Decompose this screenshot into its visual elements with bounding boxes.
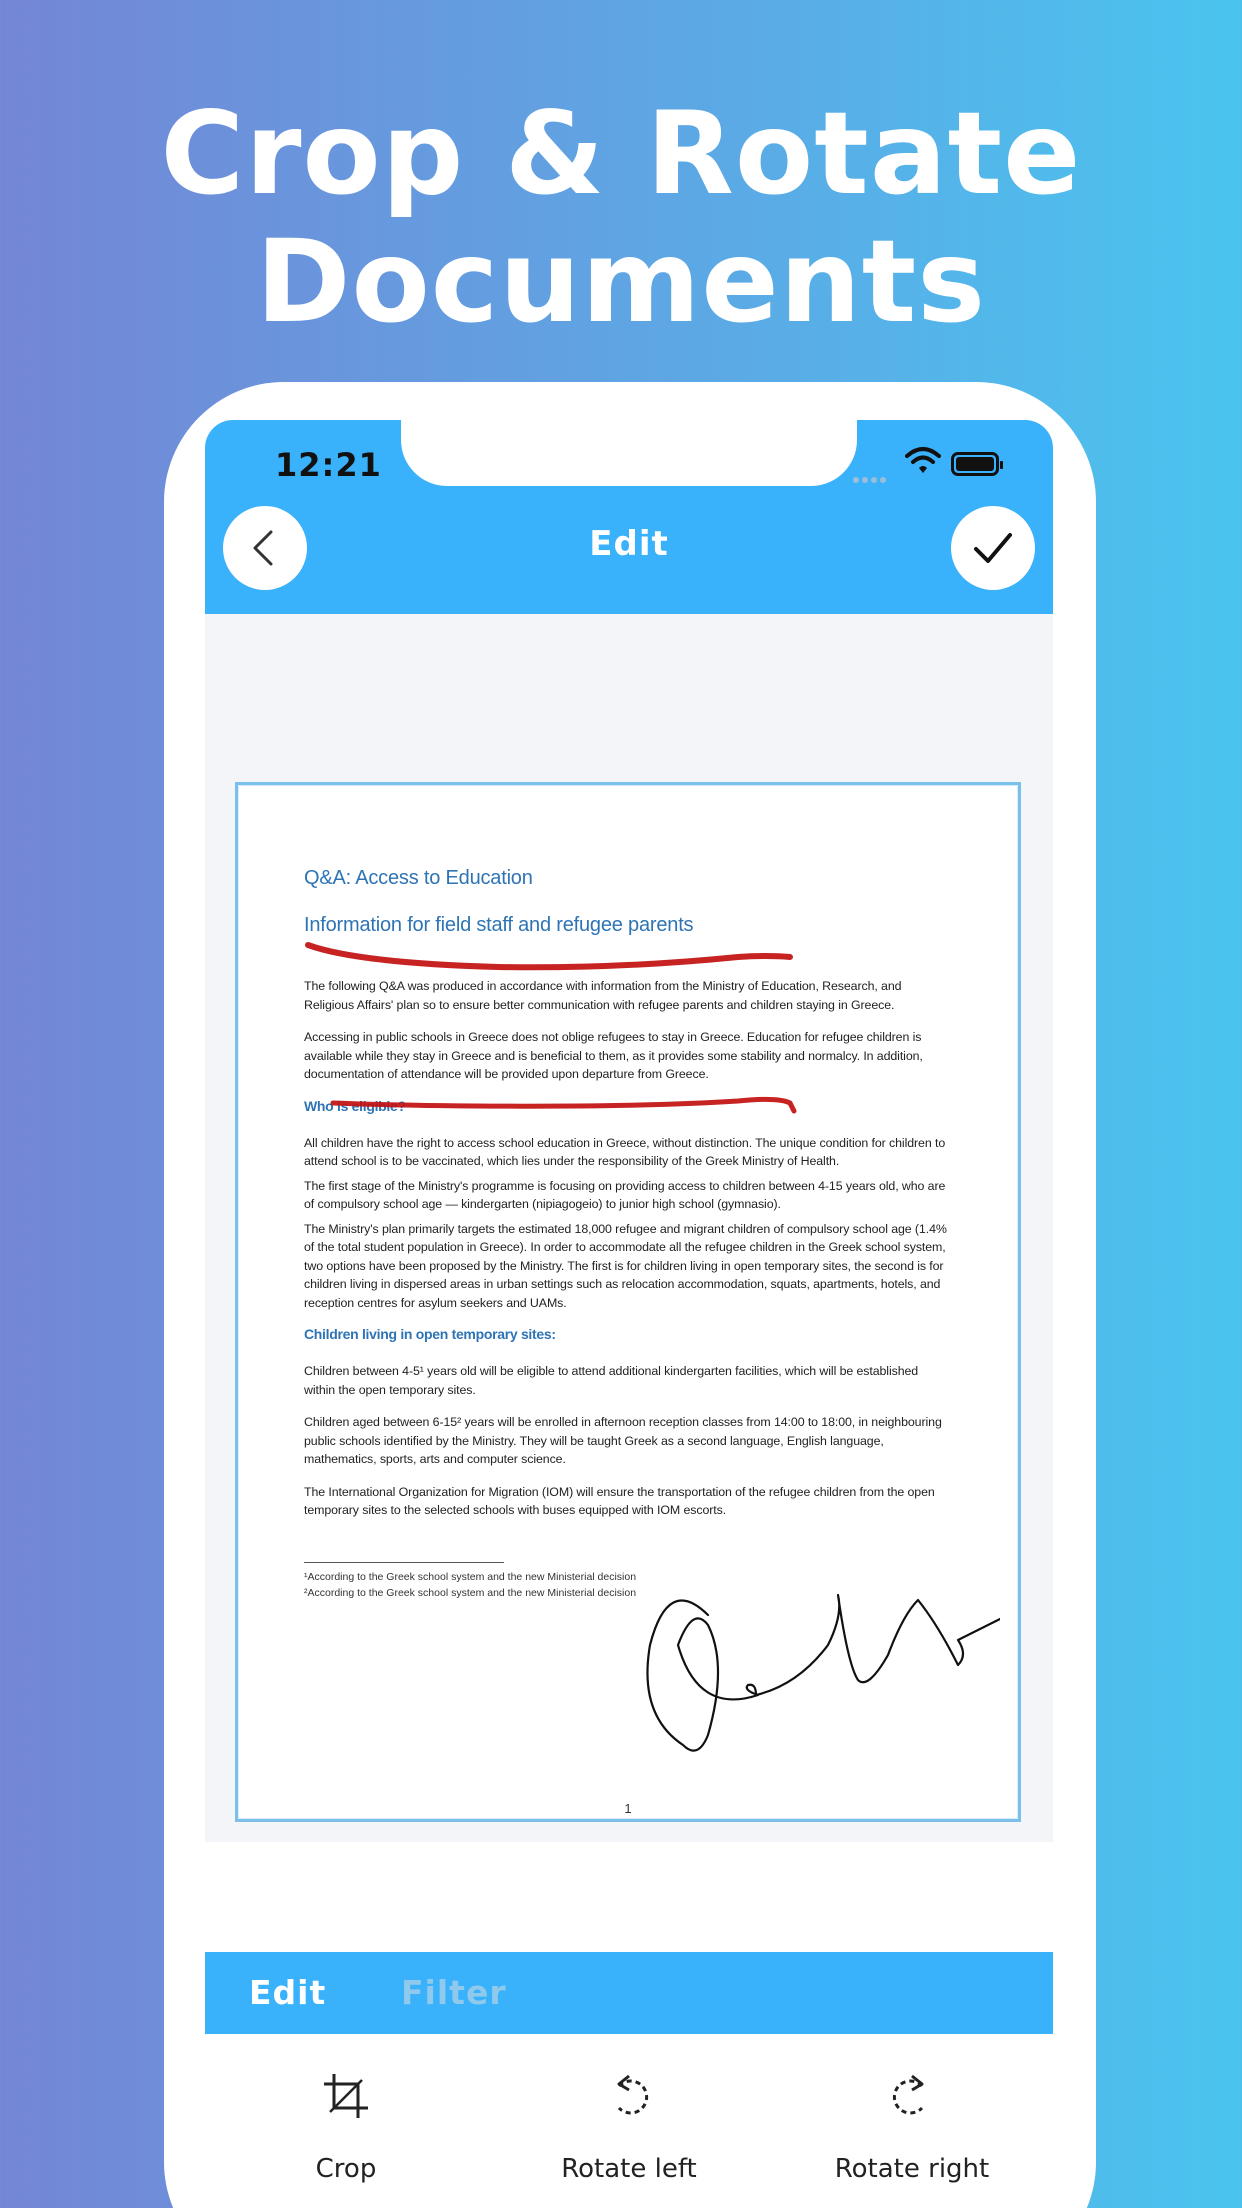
- doc-page-number: 1: [624, 1801, 632, 1816]
- doc-footnote: ¹According to the Greek school system and the new Ministerial decision: [304, 1570, 637, 1583]
- rotate-right-button[interactable]: [771, 2034, 1053, 2208]
- status-icons: [853, 444, 1013, 480]
- status-time: 12:21: [275, 446, 382, 484]
- doc-heading2: Information for field staff and refugee parents: [304, 914, 694, 936]
- rotate-right-icon: [888, 2072, 936, 2120]
- doc-paragraph: The following Q&A was produced in accordance with information from the Ministry of Education, Research, and Religious Affairs' plan so to ensure better communication with refugee parents and children staying in Greece.: [304, 979, 902, 1012]
- rotate-left-button[interactable]: [488, 2034, 770, 2208]
- doc-paragraph: All children have the right to access school education in Greece, without distinction. The unique condition for children to attend school is to be vaccinated, which lies under the responsibility of the Greek Ministry of Health.: [304, 1135, 946, 1168]
- doc-paragraph: The International Organization for Migration (IOM) will ensure the transportation of the refugee children from the open temporary sites to the selected schools with buses equipped with IOM escorts.: [304, 1484, 935, 1517]
- doc-paragraph: Children aged between 6-15² years will be enrolled in afternoon reception classes from 14:00 to 18:00, in neighbouring public schools identified by the Ministry. They will be taught Greek as a second language, English language, mathematics, sports, arts and computer science.: [304, 1415, 942, 1466]
- promo-headline-line2: Documents: [255, 215, 987, 348]
- document-canvas: [205, 614, 1053, 1842]
- promo-headline: [0, 87, 1242, 348]
- checkmark-icon: [970, 525, 1016, 571]
- doc-section-heading: Who is eligible?: [304, 1097, 406, 1114]
- tool-bar: [205, 2034, 1053, 2208]
- doc-paragraph: Accessing in public schools in Greece does not oblige refugees to stay in Greece. Education for refugee children is available while they stay in Greece and is beneficial to them, as it provides some stability and normalcy. In addition, documentation of attendance will be provided upon departure from Greece.: [304, 1030, 923, 1081]
- signal-icon: [853, 468, 891, 474]
- phone-screen: [205, 420, 1053, 2208]
- document-page: [250, 797, 1006, 1816]
- tab-filter[interactable]: Filter: [401, 1973, 507, 2012]
- battery-icon: [951, 452, 999, 476]
- mode-tab-bar: [205, 1952, 1053, 2034]
- tab-edit[interactable]: Edit: [249, 1973, 327, 2012]
- nav-bar: [205, 488, 1053, 614]
- crop-icon: [322, 2072, 370, 2120]
- nav-title: Edit: [589, 524, 669, 564]
- doc-heading1: Q&A: Access to Education: [304, 867, 533, 889]
- crop-button[interactable]: [205, 2034, 487, 2208]
- crop-label: Crop: [315, 2154, 377, 2184]
- rotate-left-icon: [605, 2072, 653, 2120]
- crop-frame[interactable]: [235, 782, 1021, 1822]
- done-button[interactable]: [951, 506, 1035, 590]
- footnote-divider: [304, 1562, 504, 1563]
- doc-paragraph: The Ministry's plan primarily targets the estimated 18,000 refugee and migrant children of compulsory school age (1.4% of the total student population in Greece). In order to accommodate all the refugee children in the Greek school system, two options have been proposed by the Ministry. The first is for children living in open temporary sites, the second is for children living in dispersed areas in urban settings such as relocation accommodation, squats, apartments, hotels, and reception centres for asylum seekers and UAMs.: [304, 1221, 947, 1310]
- promo-headline-line1: Crop & Rotate: [160, 87, 1082, 220]
- back-button[interactable]: [223, 506, 307, 590]
- rotate-left-label: Rotate left: [561, 2154, 697, 2184]
- doc-footnote: ²According to the Greek school system and the new Ministerial decision: [304, 1586, 637, 1599]
- doc-section-heading: Children living in open temporary sites:: [304, 1326, 556, 1342]
- status-bar: [205, 420, 1053, 488]
- rotate-right-label: Rotate right: [834, 2154, 990, 2184]
- wifi-icon: [905, 446, 941, 476]
- chevron-left-icon: [245, 528, 285, 568]
- doc-paragraph: Children between 4-5¹ years old will be eligible to attend additional kindergarten facilities, which will be established within the open temporary sites.: [304, 1364, 919, 1397]
- doc-paragraph: The first stage of the Ministry's programme is focusing on providing access to children between 4-15 years old, who are of compulsory school age — kindergarten (nipiagogeio) to junior high school (gymnasio).: [304, 1178, 946, 1211]
- notch: [401, 420, 857, 486]
